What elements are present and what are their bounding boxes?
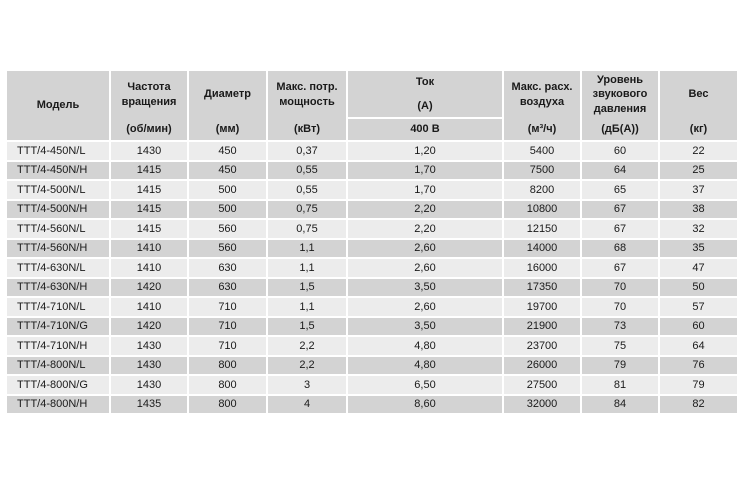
cell-power: 1,5 bbox=[268, 318, 346, 336]
cell-weight: 47 bbox=[660, 259, 737, 277]
cell-noise: 70 bbox=[582, 279, 658, 297]
col-header-current-label: Ток bbox=[415, 76, 435, 89]
cell-airflow: 16000 bbox=[504, 259, 580, 277]
col-header-weight-unit: (кг) bbox=[689, 122, 708, 135]
cell-model: TTT/4-710N/G bbox=[7, 318, 109, 336]
cell-noise: 68 bbox=[582, 240, 658, 258]
cell-weight: 32 bbox=[660, 220, 737, 238]
cell-diameter: 710 bbox=[189, 318, 266, 336]
cell-current: 2,60 bbox=[348, 259, 502, 277]
cell-diameter: 500 bbox=[189, 181, 266, 199]
cell-diameter: 560 bbox=[189, 220, 266, 238]
cell-airflow: 14000 bbox=[504, 240, 580, 258]
col-header-power-label: Макс. потр. мощность bbox=[276, 81, 338, 108]
cell-model: TTT/4-560N/L bbox=[7, 220, 109, 238]
cell-current: 2,20 bbox=[348, 201, 502, 219]
cell-model: TTT/4-800N/G bbox=[7, 376, 109, 394]
cell-weight: 82 bbox=[660, 396, 737, 414]
cell-airflow: 5400 bbox=[504, 142, 580, 160]
cell-power: 2,2 bbox=[268, 357, 346, 375]
cell-airflow: 17350 bbox=[504, 279, 580, 297]
cell-diameter: 710 bbox=[189, 337, 266, 355]
cell-airflow: 8200 bbox=[504, 181, 580, 199]
cell-noise: 67 bbox=[582, 259, 658, 277]
table-row bbox=[7, 337, 737, 355]
cell-power: 0,75 bbox=[268, 220, 346, 238]
cell-model: TTT/4-710N/H bbox=[7, 337, 109, 355]
col-header-noise-unit: (дБ(А)) bbox=[601, 122, 639, 135]
cell-power: 1,1 bbox=[268, 240, 346, 258]
col-header-airflow bbox=[504, 71, 580, 140]
cell-power: 1,5 bbox=[268, 279, 346, 297]
cell-airflow: 21900 bbox=[504, 318, 580, 336]
table-row bbox=[7, 298, 737, 316]
cell-noise: 81 bbox=[582, 376, 658, 394]
cell-rpm: 1415 bbox=[111, 201, 187, 219]
cell-rpm: 1415 bbox=[111, 162, 187, 180]
cell-rpm: 1415 bbox=[111, 181, 187, 199]
cell-current: 2,20 bbox=[348, 220, 502, 238]
cell-diameter: 800 bbox=[189, 396, 266, 414]
cell-weight: 76 bbox=[660, 357, 737, 375]
cell-noise: 64 bbox=[582, 162, 658, 180]
table-row bbox=[7, 357, 737, 375]
cell-model: TTT/4-800N/L bbox=[7, 357, 109, 375]
col-header-power-unit: (кВт) bbox=[293, 122, 321, 135]
cell-current: 4,80 bbox=[348, 357, 502, 375]
cell-current: 6,50 bbox=[348, 376, 502, 394]
table-row bbox=[7, 396, 737, 414]
cell-weight: 38 bbox=[660, 201, 737, 219]
col-header-current-subtitle: (А) bbox=[417, 99, 433, 112]
cell-power: 3 bbox=[268, 376, 346, 394]
col-header-model bbox=[7, 71, 109, 140]
col-header-diameter-unit: (мм) bbox=[215, 122, 240, 135]
col-header-airflow-label: Макс. расх. воздуха bbox=[511, 81, 573, 108]
cell-weight: 22 bbox=[660, 142, 737, 160]
cell-current: 4,80 bbox=[348, 337, 502, 355]
cell-rpm: 1430 bbox=[111, 357, 187, 375]
cell-diameter: 800 bbox=[189, 376, 266, 394]
table-row bbox=[7, 162, 737, 180]
cell-diameter: 710 bbox=[189, 298, 266, 316]
cell-rpm: 1410 bbox=[111, 240, 187, 258]
table-row bbox=[7, 220, 737, 238]
cell-power: 0,55 bbox=[268, 181, 346, 199]
cell-rpm: 1410 bbox=[111, 298, 187, 316]
table-row bbox=[7, 240, 737, 258]
table-row bbox=[7, 201, 737, 219]
cell-rpm: 1420 bbox=[111, 279, 187, 297]
table-row bbox=[7, 279, 737, 297]
cell-noise: 60 bbox=[582, 142, 658, 160]
cell-weight: 79 bbox=[660, 376, 737, 394]
cell-rpm: 1415 bbox=[111, 220, 187, 238]
table-body bbox=[7, 142, 737, 413]
col-header-diameter bbox=[189, 71, 266, 140]
col-header-current-voltage-label: 400 В bbox=[410, 123, 440, 136]
col-header-diameter-label: Диаметр bbox=[204, 88, 251, 101]
cell-power: 0,37 bbox=[268, 142, 346, 160]
cell-weight: 37 bbox=[660, 181, 737, 199]
cell-noise: 73 bbox=[582, 318, 658, 336]
cell-airflow: 10800 bbox=[504, 201, 580, 219]
table-row bbox=[7, 318, 737, 336]
cell-power: 4 bbox=[268, 396, 346, 414]
fan-spec-table bbox=[5, 69, 739, 415]
cell-diameter: 500 bbox=[189, 201, 266, 219]
cell-current: 2,60 bbox=[348, 298, 502, 316]
cell-diameter: 450 bbox=[189, 142, 266, 160]
col-header-model-label: Модель bbox=[36, 99, 80, 112]
cell-rpm: 1430 bbox=[111, 142, 187, 160]
cell-noise: 67 bbox=[582, 220, 658, 238]
cell-airflow: 32000 bbox=[504, 396, 580, 414]
cell-current: 3,50 bbox=[348, 279, 502, 297]
cell-model: TTT/4-630N/L bbox=[7, 259, 109, 277]
cell-rpm: 1420 bbox=[111, 318, 187, 336]
cell-airflow: 26000 bbox=[504, 357, 580, 375]
col-header-power bbox=[268, 71, 346, 140]
cell-power: 0,55 bbox=[268, 162, 346, 180]
cell-current: 2,60 bbox=[348, 240, 502, 258]
cell-airflow: 19700 bbox=[504, 298, 580, 316]
cell-current: 1,70 bbox=[348, 162, 502, 180]
table-row bbox=[7, 376, 737, 394]
cell-model: TTT/4-630N/H bbox=[7, 279, 109, 297]
cell-rpm: 1430 bbox=[111, 376, 187, 394]
cell-current: 1,20 bbox=[348, 142, 502, 160]
cell-rpm: 1410 bbox=[111, 259, 187, 277]
cell-weight: 64 bbox=[660, 337, 737, 355]
cell-power: 1,1 bbox=[268, 259, 346, 277]
cell-airflow: 7500 bbox=[504, 162, 580, 180]
table-row bbox=[7, 181, 737, 199]
cell-current: 3,50 bbox=[348, 318, 502, 336]
table-header bbox=[7, 71, 737, 140]
col-header-current bbox=[348, 71, 502, 117]
cell-power: 2,2 bbox=[268, 337, 346, 355]
cell-model: TTT/4-500N/H bbox=[7, 201, 109, 219]
cell-airflow: 27500 bbox=[504, 376, 580, 394]
cell-noise: 84 bbox=[582, 396, 658, 414]
cell-power: 0,75 bbox=[268, 201, 346, 219]
cell-noise: 67 bbox=[582, 201, 658, 219]
cell-model: TTT/4-710N/L bbox=[7, 298, 109, 316]
cell-model: TTT/4-450N/H bbox=[7, 162, 109, 180]
cell-diameter: 800 bbox=[189, 357, 266, 375]
col-header-noise-label: Уровень звукового давления bbox=[592, 74, 648, 115]
col-header-rpm bbox=[111, 71, 187, 140]
cell-diameter: 630 bbox=[189, 259, 266, 277]
table-row bbox=[7, 142, 737, 160]
cell-weight: 50 bbox=[660, 279, 737, 297]
col-header-noise bbox=[582, 71, 658, 140]
cell-rpm: 1435 bbox=[111, 396, 187, 414]
cell-weight: 57 bbox=[660, 298, 737, 316]
cell-noise: 75 bbox=[582, 337, 658, 355]
cell-airflow: 12150 bbox=[504, 220, 580, 238]
col-header-airflow-unit: (м³/ч) bbox=[527, 122, 557, 135]
col-header-current-voltage bbox=[348, 119, 502, 140]
cell-power: 1,1 bbox=[268, 298, 346, 316]
cell-model: TTT/4-450N/L bbox=[7, 142, 109, 160]
cell-diameter: 560 bbox=[189, 240, 266, 258]
cell-current: 1,70 bbox=[348, 181, 502, 199]
cell-noise: 79 bbox=[582, 357, 658, 375]
cell-current: 8,60 bbox=[348, 396, 502, 414]
cell-weight: 35 bbox=[660, 240, 737, 258]
cell-noise: 70 bbox=[582, 298, 658, 316]
cell-weight: 60 bbox=[660, 318, 737, 336]
cell-model: TTT/4-500N/L bbox=[7, 181, 109, 199]
cell-diameter: 630 bbox=[189, 279, 266, 297]
col-header-weight bbox=[660, 71, 737, 140]
col-header-rpm-label: Частота вращения bbox=[121, 81, 177, 108]
cell-noise: 65 bbox=[582, 181, 658, 199]
cell-weight: 25 bbox=[660, 162, 737, 180]
cell-model: TTT/4-560N/H bbox=[7, 240, 109, 258]
col-header-rpm-unit: (об/мин) bbox=[126, 122, 172, 135]
cell-model: TTT/4-800N/H bbox=[7, 396, 109, 414]
table-row bbox=[7, 259, 737, 277]
cell-rpm: 1430 bbox=[111, 337, 187, 355]
cell-diameter: 450 bbox=[189, 162, 266, 180]
col-header-weight-label: Вес bbox=[688, 88, 709, 101]
cell-airflow: 23700 bbox=[504, 337, 580, 355]
